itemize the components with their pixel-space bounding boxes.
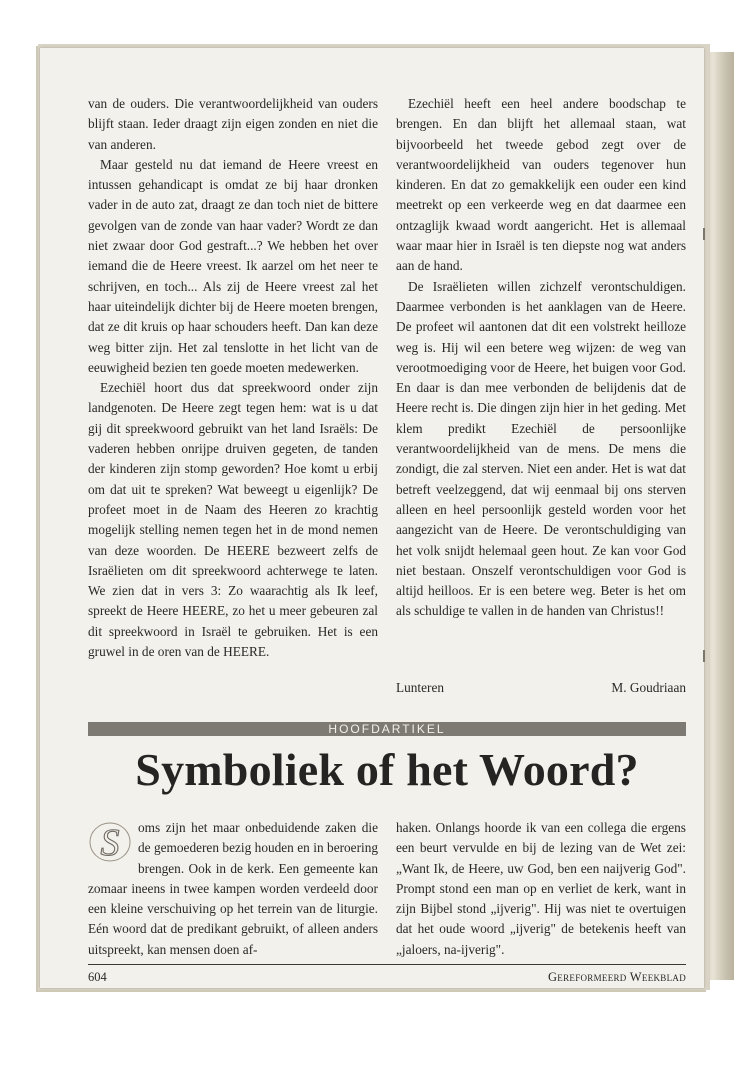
paragraph: De Israëlieten willen zichzelf verontschuldigen. Daarmee verbonden is het aanklagen van de Heere. De profeet wil aantonen dat dit een volstrekt heilloze weg is. Hij wil een betere weg wijzen: de weg van verootmoediging voor de Heere, het buigen voor God. En daar is dan mee verbonden de belijdenis dat de Heere recht is. Die dingen zijn hier in het geding. Met klem predikt Ezechiël de persoonlijke verantwoordelijkheid van de mens. De mens die zondigt, die zal sterven. Niet een ander. Het is wat dat betreft veelzeggend, dat wij eenmaal bij ons sterven alleen en heel persoonlijk gesteld worden voor het aangezicht van de Heere. De verontschuldiging van het volk snijdt helemaal geen hout. Ze kan voor God niet bestaan. Onszelf verontschuldigen voor God is altijd heilloos. Er is een betere weg. Beter is het om als schuldige te vallen in de handen van Christus!! (396, 278, 686, 619)
paragraph: Maar gesteld nu dat iemand de Heere vreest en intussen gehandicapt is omdat ze bij haar dronken vader in de auto zat, draagt ze dan toch niet de bittere gevolgen van de zonde van haar vader? Wordt ze dan niet zwaar door God gestraft...? We hebben het over iemand die de Heere vreest. Ik aarzel om het neer te schrijven, en toch... Als zij de Heere vreest zal het haar uiteindelijk dichter bij de Heere moeten brengen, dat ze dit kruis op haar schouders heeft. Dan kan deze weg bitter zijn. Het zal tenslotte in het licht van de eeuwigheid bezien ten goede moeten medewerken. (88, 156, 378, 375)
paragraph: van de ouders. Die verantwoordelijkheid van ouders blijft staan. Ieder draagt zijn eigen zonden en niet die van anderen. (88, 96, 378, 152)
signature-author: M. Goudriaan (611, 680, 686, 695)
section-rubric: HOOFDARTIKEL (328, 722, 446, 736)
article-text-left: oms zijn het maar onbeduidende zaken die de gemoederen bezig houden en in beroering brengen. Ook in de kerk. Een gemeente kan zomaar ineens in twee kampen worden verdeeld door een kleine verschuiving op het terrein van de liturgie. Eén woord dat de predikant gebruikt, of alleen anders uitspreekt, kan mensen doen af- (88, 820, 378, 957)
page-edge-mark (703, 650, 705, 662)
top-left-column (88, 94, 378, 662)
page-edge-mark (703, 228, 705, 240)
article-left-column (88, 818, 378, 960)
section-rubric-bar (88, 722, 686, 736)
dropcap-letter: S (100, 822, 120, 864)
publication-name: Gereformeerd Weekblad (547, 970, 686, 984)
dropcap-ornament (88, 820, 132, 864)
page-number: 604 (88, 970, 107, 984)
footer-divider (88, 964, 686, 965)
paragraph: Ezechiël hoort dus dat spreekwoord onder zijn landgenoten. De Heere zegt tegen hem: wat is u dat gij dit spreekwoord gebruikt van het land Israëls: De vaderen hebben onrijpe druiven gegeten, de tanden der kinderen zijn stomp geworden? Hoe komt u erbij om dat uit te spreken? Wat beweegt u eigenlijk? De profeet moet in de Naam des Heeren zo krachtig mogelijk stelling nemen tegen het in de mond nemen van deze woorden. De HEERE bezweert zelfs de Israëlieten om dit spreekwoord achterwege te laten. We zien dat in vers 3: Zo waarachtig als Ik leef, spreekt de Heere HEERE, zo het u meer gebeuren zal dit spreekwoord in Israël te gebruiken. Het is een gruwel in de oren van de HEERE. (88, 380, 378, 660)
signature-place: Lunteren (396, 680, 444, 695)
paragraph: Ezechiël heeft een heel andere boodschap te brengen. En dan blijft het allemaal staan, wat bijvoorbeeld het tweede gebod zegt over de verantwoordelijkheid van ouders tegenover hun kinderen. En dat zo gemakkelijk een ouder een kind meetrekt op een verkeerde weg en dat daarmee een ontzaglijk kwaad wordt aangericht. Het is allemaal waar maar hier in Israël is ten diepste nog wat anders aan de hand. (396, 96, 686, 274)
article-right-column (396, 818, 686, 960)
article-text-right: haken. Onlangs hoorde ik van een collega die ergens een beurt vervulde en bij de lezing van de Wet zei: „Want Ik, de Heere, uw God, ben een naijverig God". Prompt stond een man op en verliet de kerk, want in zijn Bijbel stond „ijverig". Hij was niet te overtuigen dat het oude woord „ijverig" de betekenis heeft van „jaloers, na-ijverig". (396, 820, 686, 957)
top-right-column (396, 94, 686, 622)
article-headline: Symboliek of het Woord? (135, 744, 639, 795)
signature-line (396, 680, 686, 696)
